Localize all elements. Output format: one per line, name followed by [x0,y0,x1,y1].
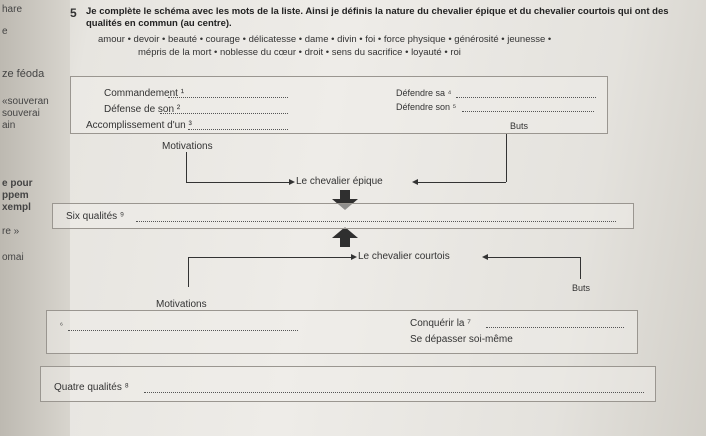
courtois-connector-left [188,257,189,287]
epic-connector-bottom [186,182,290,183]
blank-8[interactable] [144,392,644,393]
blank-5[interactable] [462,111,594,112]
courtois-connector-right [488,257,580,258]
courtois-connector-top [188,257,352,258]
courtois-knight-label: Le chevalier courtois [358,251,450,262]
left-fragment: xempl [2,202,31,213]
blank-2[interactable] [160,113,288,114]
courtois-motivation-item: ⁶ [60,322,63,329]
left-fragment: re » [2,226,20,237]
left-fragment: «souveran [2,96,49,107]
left-fragment: e pour [2,178,33,189]
bottom-label: Quatre qualités ⁸ [54,382,129,393]
left-fragment: ppem [2,190,29,201]
left-fragment: e [2,26,8,37]
blank-3[interactable] [188,129,288,130]
blank-6[interactable] [68,330,298,331]
blank-7[interactable] [486,327,624,328]
left-fragment: ain [2,120,16,131]
epic-knight-label: Le chevalier épique [296,176,383,187]
epic-connector-buts [506,134,507,182]
arrow-up-icon [332,227,358,247]
left-fragment: souverai [2,108,40,119]
exercise-instruction: Je complète le schéma avec les mots de la liste. Ainsi je définis la nature du chevalier épique et du chevalier courtois qui ont des qualités en commun (au centre). [86,6,669,29]
epic-buts-title: Buts [510,121,529,131]
blank-4[interactable] [456,97,596,98]
courtois-motivations-title: Motivations [156,299,207,310]
courtois-buts-title: Buts [572,283,591,293]
blank-9[interactable] [136,221,616,222]
arrow-right-icon [351,254,357,260]
epic-item-1: Commandement ¹ [104,88,185,99]
epic-item-2: Défense de son ² [104,104,181,115]
bottom-box [40,366,656,402]
center-box [52,203,634,229]
epic-item-3: Accomplissement d'un ³ [86,120,192,131]
courtois-buts-1: Conquérir la ⁷ [410,318,471,329]
word-list-line-2: mépris de la mort • noblesse du cœur • droit • sens du sacrifice • loyauté • roi [138,47,461,58]
left-fragment: omai [2,252,24,263]
blank-1[interactable] [168,97,288,98]
epic-buts-1: Défendre sa ⁴ [396,88,452,98]
arrow-right-icon [289,179,295,185]
epic-connector-left [186,152,187,182]
epic-connector-right [418,182,506,183]
epic-buts-2: Défendre son ⁵ [396,102,457,112]
left-fragment: hare [2,4,23,15]
courtois-connector-buts [580,257,581,279]
courtois-box [46,310,638,354]
exercise-number: 5 [70,6,77,20]
courtois-buts-2: Se dépasser soi-même [410,334,513,345]
center-label: Six qualités ⁹ [66,211,125,222]
epic-motivations-title: Motivations [162,141,213,152]
word-list-line-1: amour • devoir • beauté • courage • délicatesse • dame • divin • foi • force physique • générosité • jeunesse • [98,34,552,45]
left-fragment: ze féoda [2,68,45,80]
